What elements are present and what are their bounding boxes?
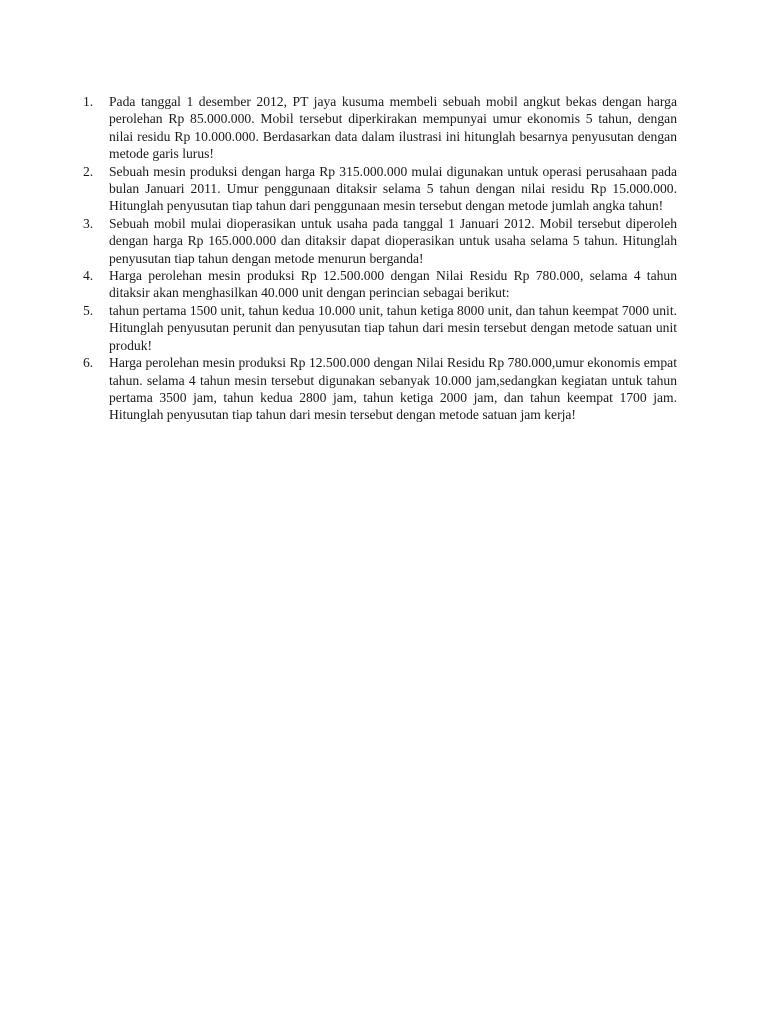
question-text: Pada tanggal 1 desember 2012, PT jaya kusuma membeli sebuah mobil angkut bekas dengan harga perolehan Rp 85.000.000. Mobil tersebut diperkirakan mempunyai umur ekonomis 5 tahun, dengan nilai residu Rp 10.000.000. Berdasarkan data dalam ilustrasi ini hitunglah besarnya penyusutan dengan metode garis lurus! [109, 94, 677, 162]
question-item-3 [80, 215, 677, 267]
question-number: 4. [83, 268, 94, 284]
question-number: 1. [83, 94, 94, 109]
question-item-2 [80, 163, 677, 215]
question-item-6 [80, 354, 677, 424]
question-item-5 [80, 302, 677, 354]
question-item-4 [80, 267, 677, 302]
question-number: 6. [83, 355, 94, 371]
question-number: 2. [83, 163, 94, 179]
question-text: Harga perolehan mesin produksi Rp 12.500.000 dengan Nilai Residu Rp 780.000, selama 4 tahun ditaksir akan menghasilkan 40.000 unit dengan perincian sebagai berikut: [109, 268, 677, 301]
question-number: 3. [83, 215, 94, 231]
question-number: 5. [83, 302, 94, 318]
question-text: tahun pertama 1500 unit, tahun kedua 10.000 unit, tahun ketiga 8000 unit, dan tahun keempat 7000 unit. Hitunglah penyusutan perunit dan penyusutan tiap tahun dari mesin tersebut dengan metode satuan unit produk! [109, 302, 677, 353]
question-list [80, 93, 677, 424]
question-text: Sebuah mesin produksi dengan harga Rp 315.000.000 mulai digunakan untuk operasi perusahaan pada bulan Januari 2011. Umur penggunaan ditaksir selama 5 tahun dengan nilai residu Rp 15.000.000. Hitunglah penyusutan tiap tahun dari penggunaan mesin tersebut dengan metode jumlah angka tahun! [109, 163, 677, 214]
question-item-1 [80, 93, 677, 163]
question-text: Harga perolehan mesin produksi Rp 12.500.000 dengan Nilai Residu Rp 780.000,umur ekonomis empat tahun. selama 4 tahun mesin tersebut digunakan sebanyak 10.000 jam,sedangkan kegiatan untuk tahun pertama 3500 jam, tahun kedua 2800 jam, tahun ketiga 2000 jam, dan tahun keempat 1700 jam. Hitunglah penyusutan tiap tahun dari mesin tersebut dengan metode satuan jam kerja! [109, 355, 677, 423]
question-text: Sebuah mobil mulai dioperasikan untuk usaha pada tanggal 1 Januari 2012. Mobil tersebut diperoleh dengan harga Rp 165.000.000 dan ditaksir dapat dioperasikan untuk usaha selama 5 tahun. Hitunglah penyusutan tiap tahun dengan metode menurun berganda! [109, 215, 677, 266]
